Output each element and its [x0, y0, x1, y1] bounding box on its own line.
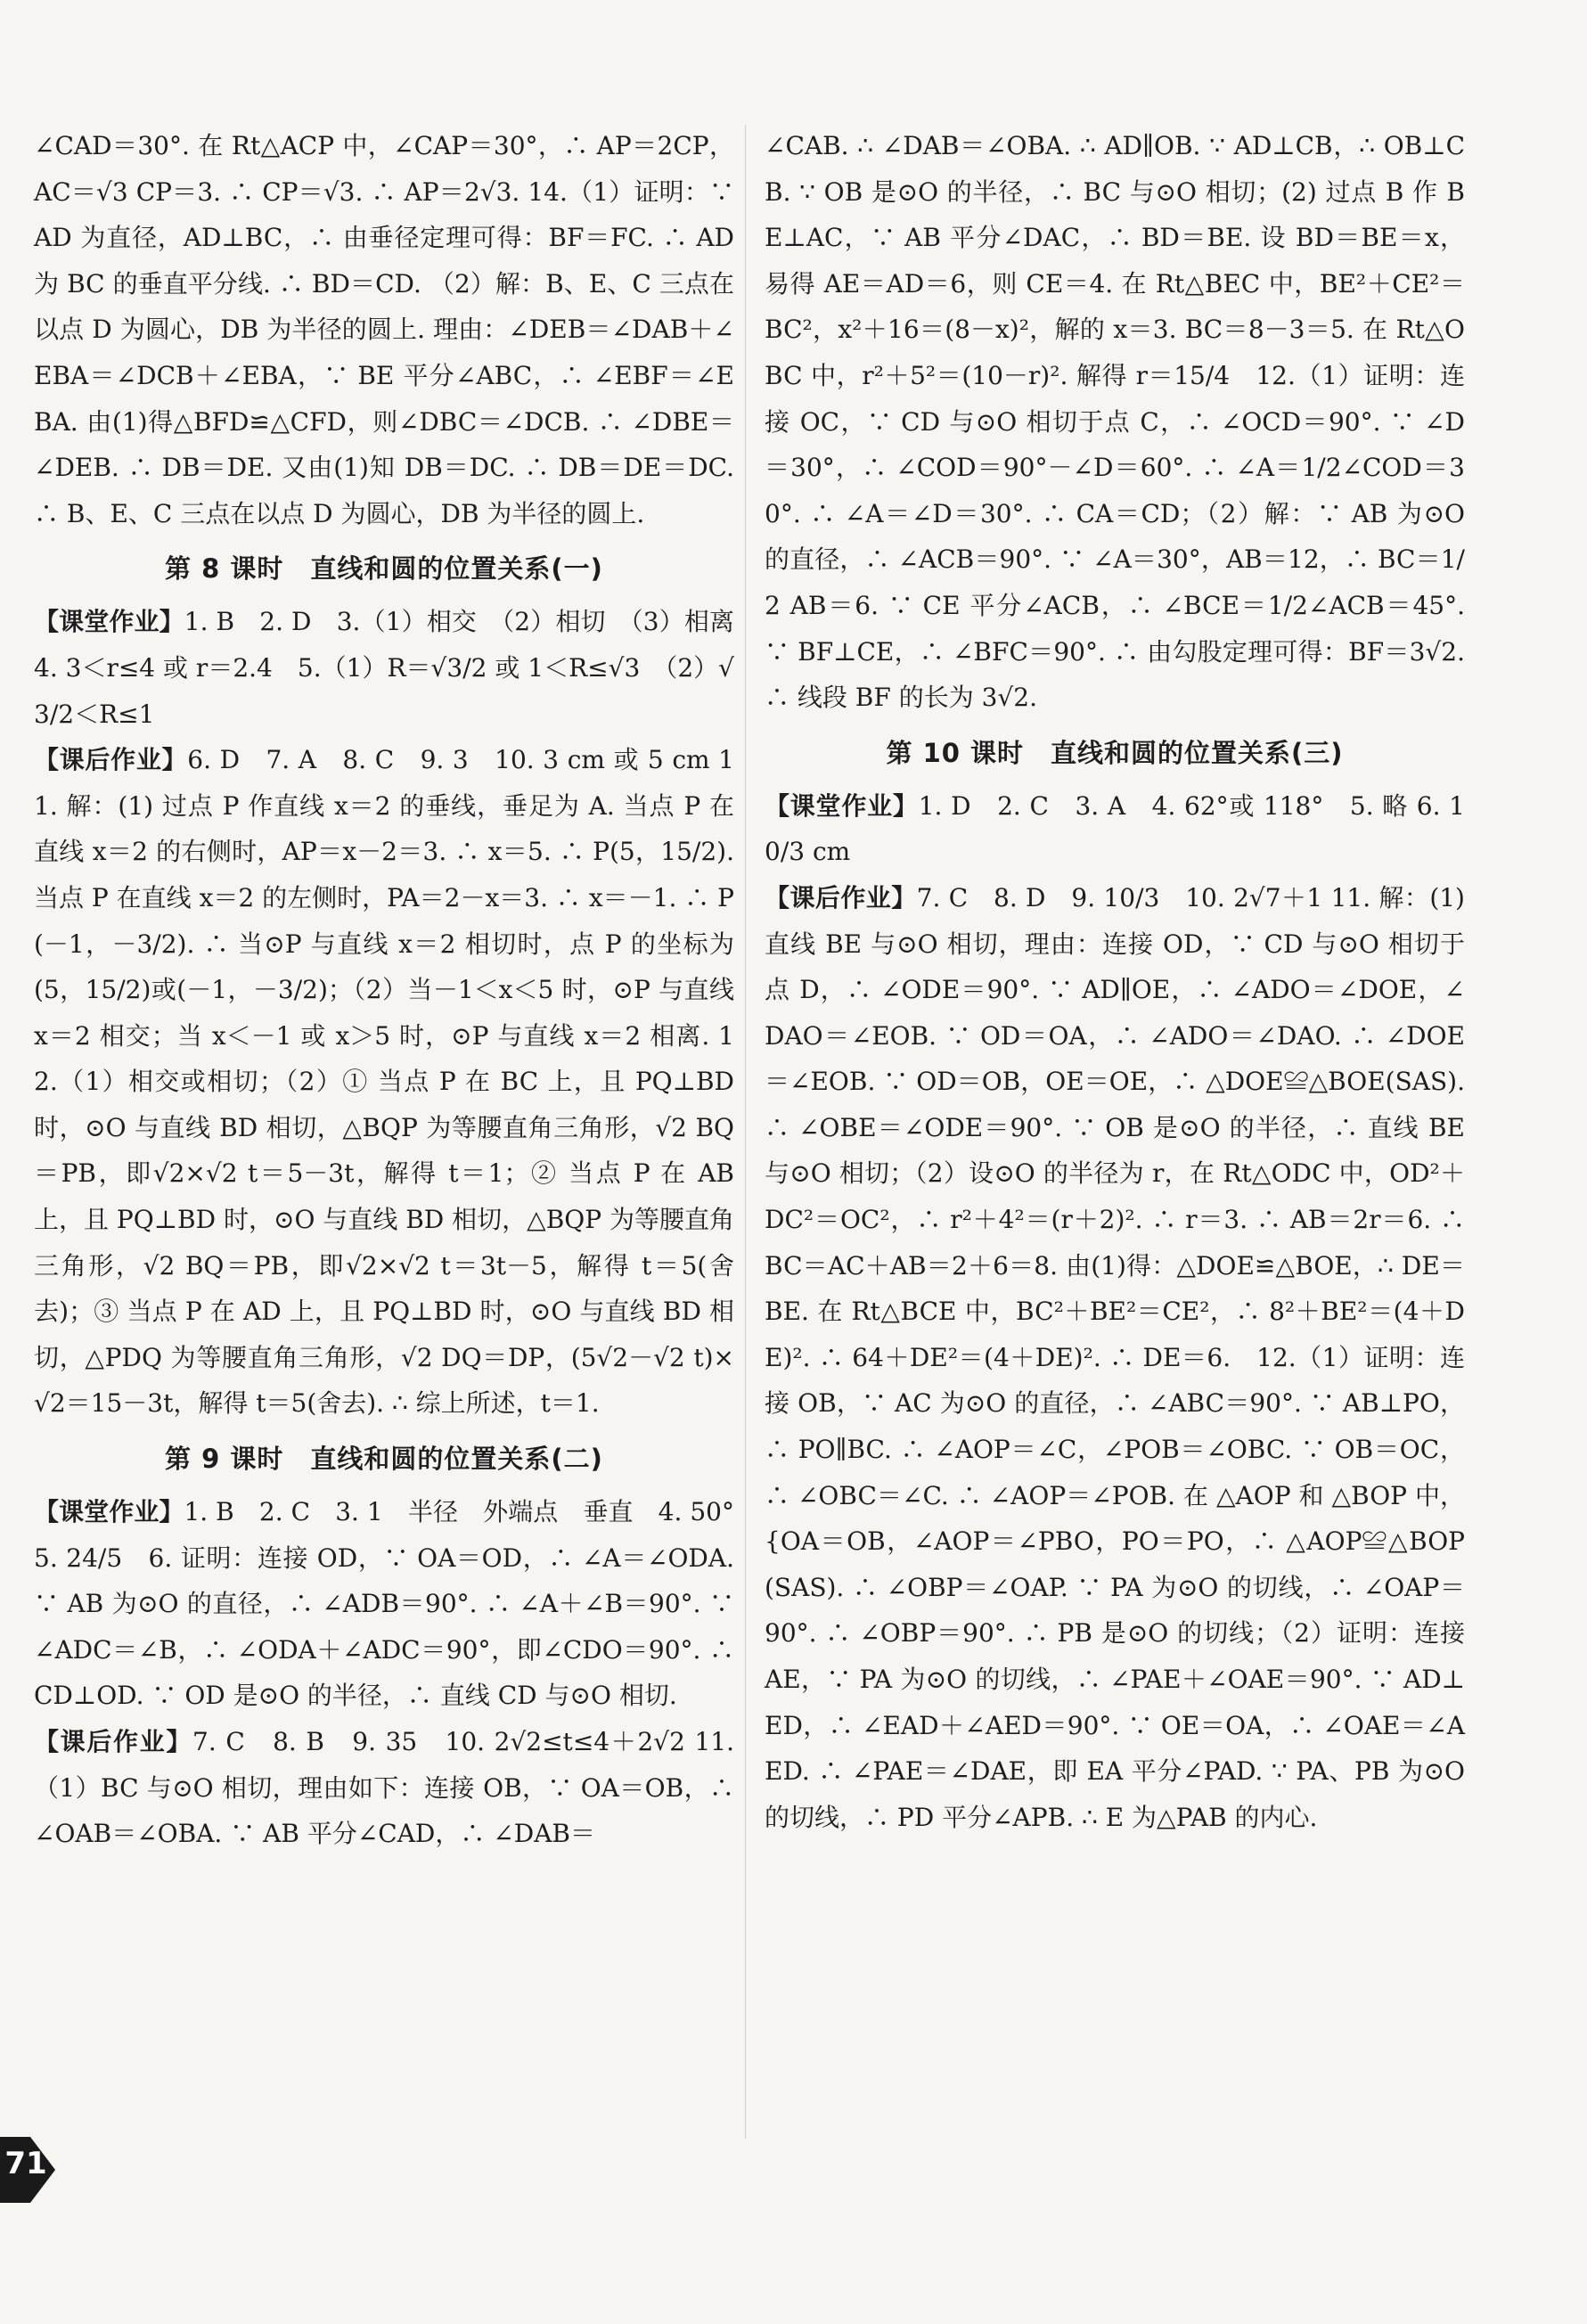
lesson-10-class-work-text: 1. D 2. C 3. A 4. 62°或 118° 5. 略 6. 10/3 cm	[765, 790, 1465, 867]
lesson-10-home-work	[765, 875, 1465, 1840]
lesson-8-heading: 第 8 课时 直线和圆的位置关系(一)	[165, 553, 603, 585]
home-work-label: 【课后作业】	[34, 745, 188, 775]
lesson-9-class-work-text: 1. B 2. C 3. 1 半径 外端点 垂直 4. 50° 5. 24/5 6. 证明：连接 OD，∵ OA＝OD，∴ ∠A＝∠ODA. ∵ AB 为⊙O 的直径，∴ ∠ADB＝90°. ∴ ∠A＋∠B＝90°. ∵ ∠ADC＝∠B，∴ ∠ODA＋∠ADC＝90°，即∠CDO＝90°. ∴ CD⊥OD. ∵ OD 是⊙O 的半径，∴ 直线 CD 与⊙O 相切.	[34, 1497, 760, 1711]
lesson-10-class-work	[765, 783, 1465, 875]
lesson-9-home-work-text: 7. C 8. B 9. 35 10. 2√2≤t≤4＋2√2 11.（1）BC 与⊙O 相切，理由如下：连接 OB，∵ OA＝OB，∴ ∠OAB＝∠OBA. ∵ AB 平分∠CAD，∴ ∠DAB＝	[34, 1727, 734, 1849]
lesson-10-heading: 第 10 课时 直线和圆的位置关系(三)	[886, 737, 1344, 768]
column-divider	[745, 125, 746, 2139]
class-work-label: 【课堂作业】	[34, 1497, 184, 1527]
lesson-8-class-work-text: 1. B 2. D 3.（1）相交 （2）相切 （3）相离 4. 3＜r≤4 或 r＝2.4 5.（1）R＝√3/2 或 1＜R≤√3 （2）√3/2＜R≤1	[34, 607, 760, 729]
answer-block-7-continued: ∠CAD＝30°. 在 Rt△ACP 中，∠CAP＝30°，∴ AP＝2CP，AC＝√3 CP＝3. ∴ CP＝√3. ∴ AP＝2√3. 14.（1）证明：∵ AD 为直径，AD⊥BC，∴ 由垂径定理可得：BF＝FC. ∴ AD 为 BC 的垂直平分线. ∴ BD＝CD. （2）解：B、E、C 三点在以点 D 为圆心，DB 为半径的圆上. 理由：∠DEB＝∠DAB＋∠EBA＝∠DCB＋∠EBA，∵ BE 平分∠ABC，∴ ∠EBF＝∠EBA. 由(1)得△BFD≌△CFD，则∠DBC＝∠DCB. ∴ ∠DBE＝∠DEB. ∴ DB＝DE. 又由(1)知 DB＝DC. ∴ DB＝DE＝DC. ∴ B、E、C 三点在以点 D 为圆心，DB 为半径的圆上.	[34, 131, 734, 528]
right-column	[765, 123, 1465, 1840]
lesson-8-class-work	[34, 599, 760, 737]
lesson-9-heading: 第 9 课时 直线和圆的位置关系(二)	[165, 1444, 603, 1475]
lesson-8-home-work-text: 6. D 7. A 8. C 9. 3 10. 3 cm 或 5 cm 11. 解：(1) 过点 P 作直线 x＝2 的垂线，垂足为 A. 当点 P 在直线 x＝2 的右侧时，AP＝x－2＝3. ∴ x＝5. ∴ P(5，15/2). 当点 P 在直线 x＝2 的左侧时，PA＝2－x＝3. ∴ x＝－1. ∴ P(－1，－3/2). ∴ 当⊙P 与直线 x＝2 相切时，点 P 的坐标为(5，15/2)或(－1，－3/2)；（2）当－1＜x＜5 时，⊙P 与直线 x＝2 相交；当 x＜－1 或 x＞5 时，⊙P 与直线 x＝2 相离. 12.（1）相交或相切；（2）① 当点 P 在 BC 上，且 PQ⊥BD 时，⊙O 与直线 BD 相切，△BQP 为等腰直角三角形，√2 BQ＝PB，即√2×√2 t＝5－3t，解得 t＝1；② 当点 P 在 AB 上，且 PQ⊥BD 时，⊙O 与直线 BD 相切，△BQP 为等腰直角三角形，√2 BQ＝PB，即√2×√2 t＝3t－5，解得 t＝5(舍去)；③ 当点 P 在 AD 上，且 PQ⊥BD 时，⊙O 与直线 BD 相切，△PDQ 为等腰直角三角形，√2 DQ＝DP，(5√2－√2 t)×√2＝15－3t，解得 t＝5(舍去). ∴ 综上所述，t＝1.	[34, 745, 734, 1419]
lesson-9-class-work	[34, 1489, 760, 1719]
home-work-label: 【课后作业】	[765, 882, 917, 912]
answer-block-9-continued: ∠CAB. ∴ ∠DAB＝∠OBA. ∴ AD∥OB. ∵ AD⊥CB，∴ OB⊥CB. ∵ OB 是⊙O 的半径，∴ BC 与⊙O 相切；(2) 过点 B 作 BE⊥AC，∵ AB 平分∠DAC，∴ BD＝BE. 设 BD＝BE＝x，易得 AE＝AD＝6，则 CE＝4. 在 Rt△BEC 中，BE²＋CE²＝BC²，x²＋16＝(8－x)²，解的 x＝3. BC＝8－3＝5. 在 Rt△OBC 中，r²＋5²＝(10－r)². 解得 r＝15/4 12.（1）证明：连接 OC，∵ CD 与⊙O 相切于点 C，∴ ∠OCD＝90°. ∵ ∠D＝30°，∴ ∠COD＝90°－∠D＝60°. ∴ ∠A＝1/2∠COD＝30°. ∴ ∠A＝∠D＝30°. ∴ CA＝CD；（2）解：∵ AB 为⊙O 的直径，∴ ∠ACB＝90°. ∵ ∠A＝30°，AB＝12，∴ BC＝1/2 AB＝6. ∵ CE 平分∠ACB，∴ ∠BCE＝1/2∠ACB＝45°. ∵ BF⊥CE，∴ ∠BFC＝90°. ∴ 由勾股定理可得：BF＝3√2. ∴ 线段 BF 的长为 3√2.	[765, 131, 1465, 713]
lesson-10-home-work-text: 7. C 8. D 9. 10/3 10. 2√7＋1 11. 解：(1) 直线 BE 与⊙O 相切，理由：连接 OD，∵ CD 与⊙O 相切于点 D，∴ ∠ODE＝90°. ∵ AD∥OE，∴ ∠ADO＝∠DOE，∠DAO＝∠EOB. ∵ OD＝OA，∴ ∠ADO＝∠DAO. ∴ ∠DOE＝∠EOB. ∵ OD＝OB，OE＝OE，∴ △DOE≌△BOE(SAS). ∴ ∠OBE＝∠ODE＝90°. ∵ OB 是⊙O 的半径，∴ 直线 BE 与⊙O 相切；（2）设⊙O 的半径为 r，在 Rt△ODC 中，OD²＋DC²＝OC²，∴ r²＋4²＝(r＋2)². ∴ r＝3. ∴ AB＝2r＝6. ∴ BC＝AC＋AB＝2＋6＝8. 由(1)得：△DOE≌△BOE，∴ DE＝BE. 在 Rt△BCE 中，BC²＋BE²＝CE²，∴ 8²＋BE²＝(4＋DE)². ∴ 64＋DE²＝(4＋DE)². ∴ DE＝6. 12.（1）证明：连接 OB，∵ AC 为⊙O 的直径，∴ ∠ABC＝90°. ∵ AB⊥PO，∴ PO∥BC. ∴ ∠AOP＝∠C，∠POB＝∠OBC. ∵ OB＝OC，∴ ∠OBC＝∠C. ∴ ∠AOP＝∠POB. 在 △AOP 和 △BOP 中，{OA＝OB，∠AOP＝∠PBO，PO＝PO，∴ △AOP≌△BOP(SAS). ∴ ∠OBP＝∠OAP. ∵ PA 为⊙O 的切线，∴ ∠OAP＝90°. ∴ ∠OBP＝90°. ∴ PB 是⊙O 的切线；（2）证明：连接 AE，∵ PA 为⊙O 的切线，∴ ∠PAE＋∠OAE＝90°. ∵ AD⊥ED，∴ ∠EAD＋∠AED＝90°. ∵ OE＝OA，∴ ∠OAE＝∠AED. ∴ ∠PAE＝∠DAE，即 EA 平分∠PAD. ∵ PA、PB 为⊙O 的切线，∴ PD 平分∠APB. ∴ E 为△PAB 的内心.	[765, 882, 1465, 1832]
lesson-9-home-work	[34, 1719, 734, 1857]
left-column	[34, 123, 760, 1857]
page-number: 71	[4, 2146, 47, 2181]
lesson-8-home-work	[34, 737, 734, 1427]
home-work-label: 【课后作业】	[34, 1727, 193, 1756]
class-work-label: 【课堂作业】	[765, 790, 919, 821]
class-work-label: 【课堂作业】	[34, 607, 184, 637]
